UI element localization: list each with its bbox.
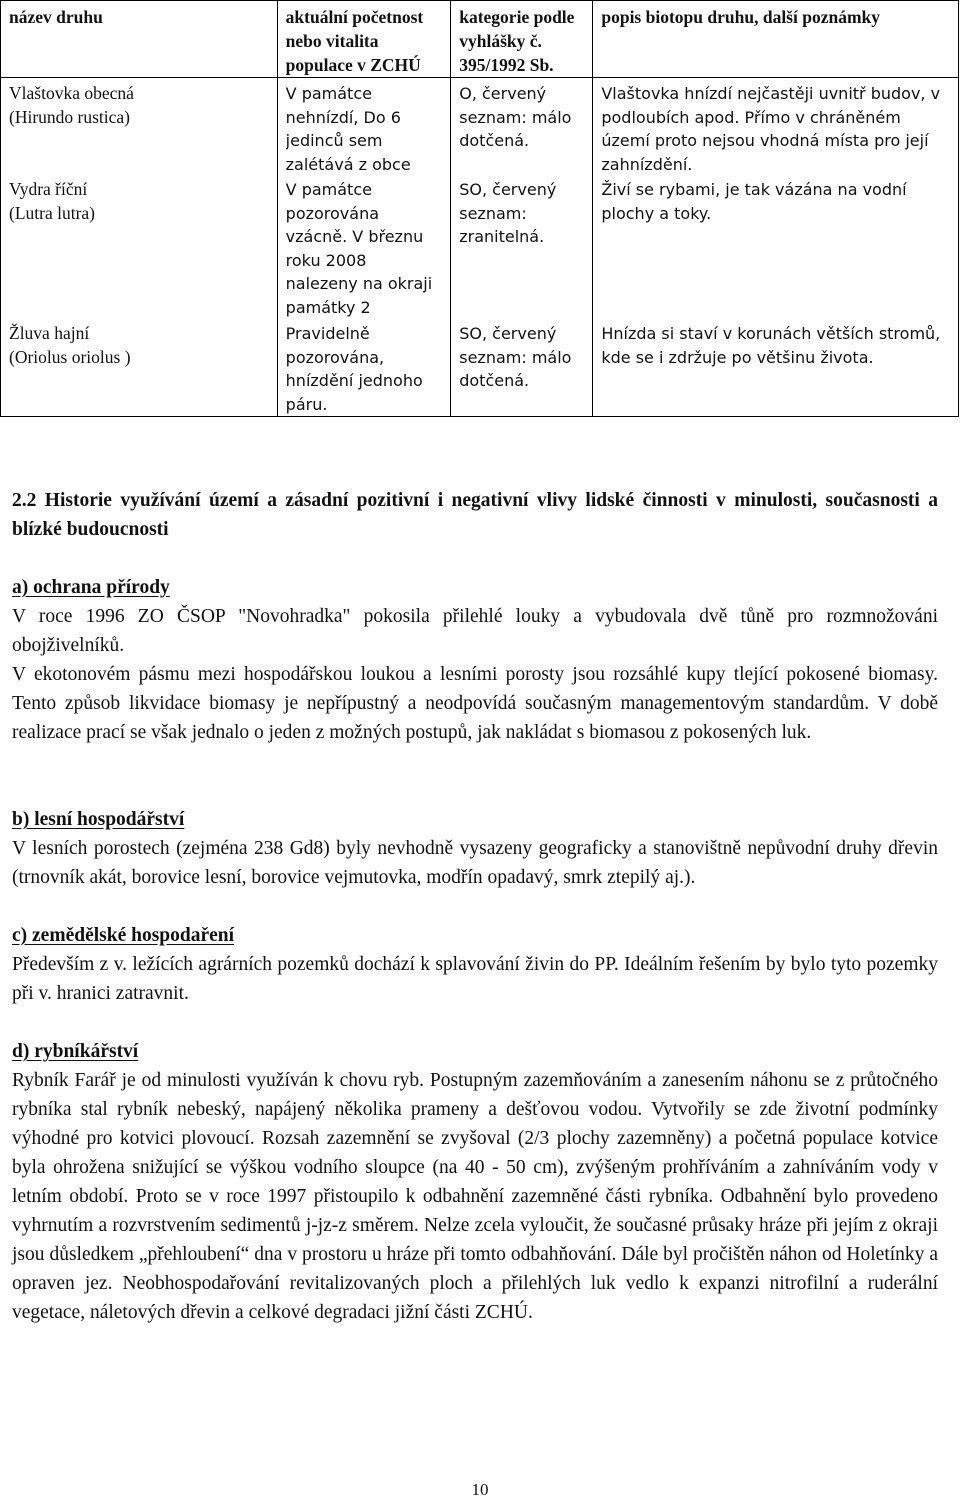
subsection-title-nature-protection: a) ochrana přírody [12, 577, 170, 598]
biotope-cell [593, 78, 959, 417]
species-row-3 [9, 322, 269, 369]
paragraph: V ekotonovém pásmu mezi hospodářskou loukou a lesními porosty jsou rozsáhlé kupy tlející pokosené biomasy. Tento způsob likvidace biomasy je nepřípustný a neodpovídá současným managementovým standardům. V době realizace prací se však jednalo o jeden z možných postupů, jak nakládat s biomasou z pokosených luk. [12, 664, 938, 743]
species-table [0, 0, 959, 417]
header-species-name: název druhu [1, 1, 278, 78]
biotope-text: Vlaštovka hnízdí nejčastěji uvnitř budov, v podloubích apod. Přímo v chráněném území proto nejsou vhodná místa pro její zahnízdění. [601, 84, 941, 174]
table-body-row [1, 78, 959, 417]
abundance-text: V památce pozorována vzácně. V březnu roku 2008 nalezeny na okraji památky 2 [285, 180, 433, 317]
species-common-name: Žluva hajní [9, 323, 90, 343]
header-category: kategorie podle vyhlášky č. 395/1992 Sb. [451, 1, 593, 78]
species-latin-name: (Oriolus oriolus ) [9, 346, 131, 367]
section-heading: 2.2 Historie využívání území a zásadní pozitivní i negativní vlivy lidské činnosti v minulosti, současnosti a blízké budoucnosti [12, 490, 938, 540]
abundance-cell [277, 78, 451, 417]
subsection-title-agriculture: c) zemědělské hospodaření [12, 925, 235, 946]
section-body [12, 486, 938, 1327]
species-name-cell [1, 78, 278, 417]
header-biotope: popis biotopu druhu, další poznámky [593, 1, 959, 78]
category-cell [451, 78, 593, 417]
category-text: O, červený seznam: málo dotčená. [459, 84, 572, 150]
paragraph: Především z v. ležících agrárních pozemků dochází k splavování živin do PP. Ideálním řešením by bylo tyto pozemky při v. hranici zatravnit. [12, 954, 938, 1004]
abundance-text: V památce nehnízdí, Do 6 jedinců sem zalétává z obce [285, 84, 411, 174]
subsection-title-fishpond-management: d) rybníkářství [12, 1041, 139, 1062]
biotope-text: Živí se rybami, je tak vázána na vodní plochy a toky. [601, 180, 907, 223]
category-text: SO, červený seznam: zranitelná. [459, 180, 557, 246]
species-row-2 [9, 178, 269, 322]
category-text: SO, červený seznam: málo dotčená. [459, 324, 572, 390]
species-common-name: Vydra říční [9, 179, 88, 199]
species-row-1 [9, 82, 269, 178]
abundance-text: Pravidelně pozorována, hnízdění jednoho páru. [285, 324, 423, 414]
biotope-text: Hnízda si staví v korunách větších stromů, kde se i zdržuje po většinu života. [601, 324, 941, 367]
species-common-name: Vlaštovka obecná [9, 83, 134, 103]
paragraph: V roce 1996 ZO ČSOP "Novohradka" pokosila přilehlé louky a vybudovala dvě tůně pro rozmnožováni obojživelníků. [12, 606, 938, 656]
species-latin-name: (Hirundo rustica) [9, 106, 131, 127]
species-latin-name: (Lutra lutra) [9, 202, 95, 223]
header-abundance: aktuální početnost nebo vitalita populace v ZCHÚ [277, 1, 451, 78]
table-header-row [1, 1, 959, 78]
subsection-title-forestry: b) lesní hospodářství [12, 809, 185, 830]
paragraph: Rybník Farář je od minulosti využíván k chovu ryb. Postupným zazemňováním a zanesením náhonu se z průtočného rybníka stal rybník nebeský, napájený několika prameny a dešťovou vodou. Vytvořily se zde životní podmínky výhodné pro kotvici plovoucí. Rozsah zazemnění se zvyšoval (2/3 plochy zazemněny) a početná populace kotvice byla ohrožena snižující se výškou vodního sloupce (na 40 - 50 cm), zvýšeným prohříváním a zahníváním vody v letním období. Proto se v roce 1997 přistoupilo k odbahnění zazemněné části rybníka. Odbahnění bylo provedeno vyhrnutím a rozvrstvením sedimentů j-jz-z směrem. Nelze zcela vyloučit, že současné průsaky hráze při jejím z okraji jsou důsledkem „přehloubení“ dna v prostoru u hráze při tomto odbahňování. Dále byl pročištěn náhon od Holetínky a opraven jez. Neobhospodařování revitalizovaných ploch a přilehlých luk vedlo k expanzi nitrofilní a ruderální vegetace, náletových dřevin a celkové degradaci jižní části ZCHÚ. [12, 1070, 938, 1323]
page-number: 10 [471, 1480, 489, 1499]
paragraph: V lesních porostech (zejména 238 Gd8) byly nevhodně vysazeny geograficky a stanovištně nepůvodní druhy dřevin (trnovník akát, borovice lesní, borovice vejmutovka, modřín opadavý, smrk ztepilý aj.). [12, 838, 938, 888]
